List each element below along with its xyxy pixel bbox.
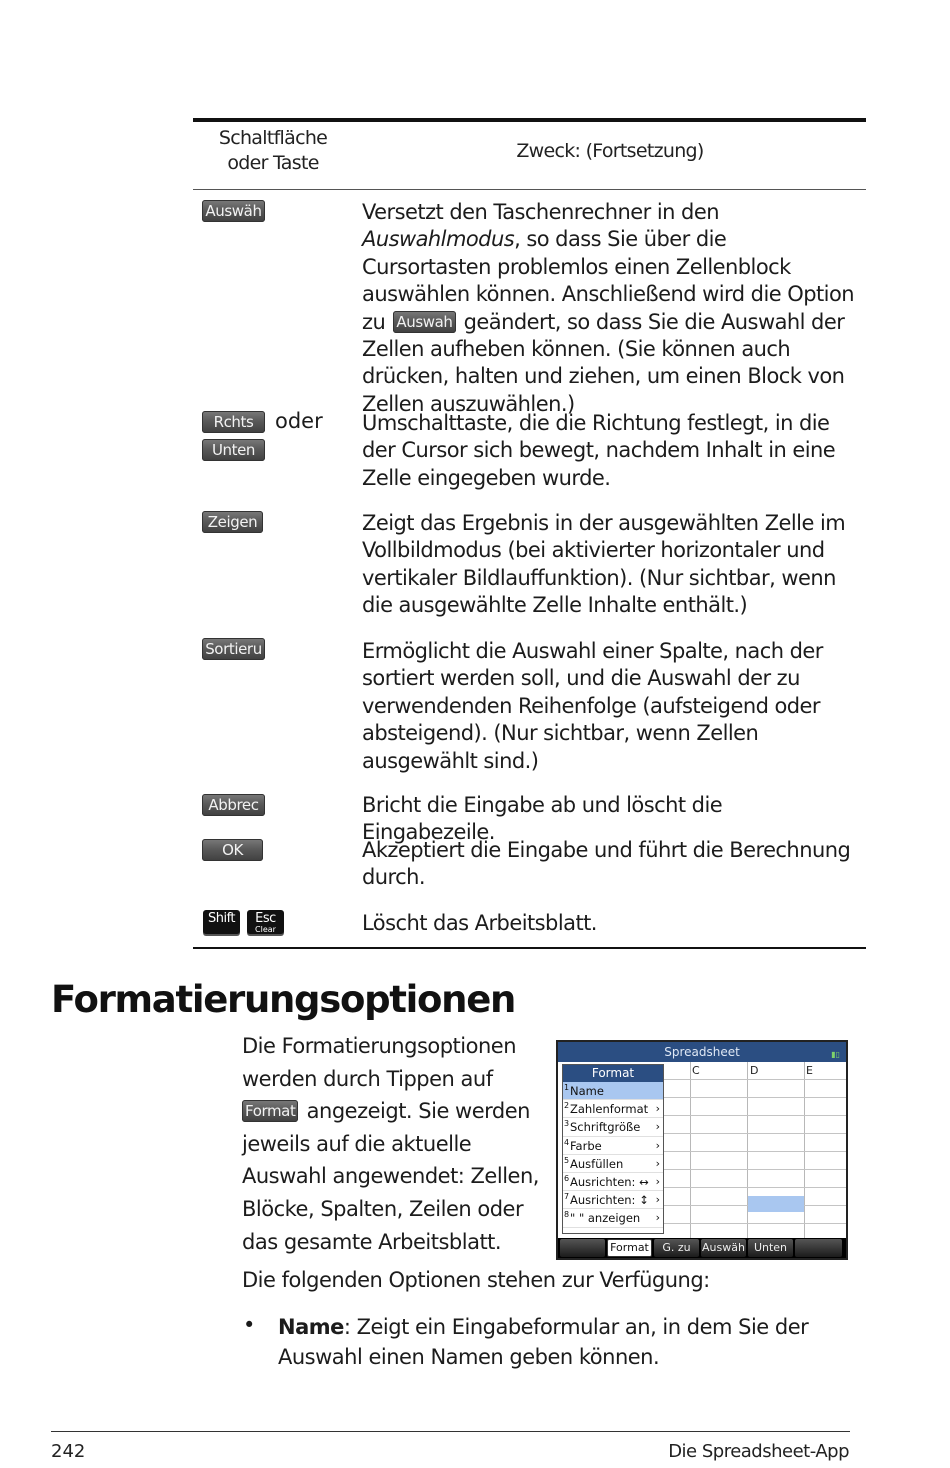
spreadsheet-screenshot: [556, 1040, 848, 1260]
column-header: E: [806, 1064, 813, 1077]
battery-icon: ▮▯: [831, 1050, 840, 1059]
softkey-format[interactable]: Format: [607, 1239, 652, 1257]
options-intro: Die folgenden Optionen stehen zur Verfügung:: [242, 1268, 710, 1292]
format-menu: [562, 1064, 664, 1234]
menu-item-ausrichten-h[interactable]: [563, 1173, 663, 1191]
chevron-right-icon: ›: [655, 1102, 660, 1116]
grid-line: [658, 1097, 846, 1098]
zeigen-softkey-image: Zeigen: [202, 511, 263, 533]
menu-item-ausfuellen[interactable]: [563, 1155, 663, 1173]
esc-key-sublabel: Clear: [255, 925, 276, 934]
key-connector: oder: [275, 409, 323, 433]
unten-softkey-image: Unten: [202, 439, 265, 461]
intro-text: Die Formatierungsoptionen werden durch Tippen auf: [242, 1034, 517, 1091]
table-row-desc: Löscht das Arbeitsblatt.: [362, 911, 597, 935]
desc-text: Versetzt den Taschenrechner in den: [362, 200, 719, 224]
bullet-term: Name: [278, 1315, 344, 1339]
menu-item-farbe[interactable]: [563, 1137, 663, 1155]
format-menu-title: Format: [563, 1065, 663, 1082]
menu-item-schriftgroesse[interactable]: [563, 1118, 663, 1136]
desc-text: , so dass Sie über die Cursortasten problemlos einen Zellenblock auswählen können. Anschließend wird die Option zu: [362, 227, 855, 334]
grid-line: [804, 1062, 805, 1238]
format-softkey-image: Format: [242, 1100, 298, 1122]
chevron-right-icon: ›: [655, 1138, 660, 1152]
table-row-desc: Ermöglicht die Auswahl einer Spalte, nach der sortiert werden soll, und die Auswahl der zu verwendenden Reihenfolge (aufsteigend oder absteigend). (Nur sichtbar, wenn Zellen ausgewählt sind.): [362, 639, 823, 773]
shift-key-image: [203, 910, 240, 934]
auswah-softkey-image: Auswah: [393, 311, 455, 333]
menu-item-number: 7: [564, 1192, 570, 1202]
grid-line: [658, 1187, 846, 1188]
chevron-right-icon: ›: [655, 1211, 660, 1225]
ok-softkey-image: OK: [202, 839, 263, 861]
footer-rule: [51, 1431, 850, 1432]
bullet-description: : Zeigt ein Eingabeformular an, in dem Sie der Auswahl einen Namen geben können.: [278, 1315, 809, 1369]
menu-item-number: 2: [564, 1101, 570, 1111]
footer-chapter-title: Die Spreadsheet-App: [668, 1441, 849, 1462]
screenshot-title-bar: [558, 1042, 846, 1062]
menu-item-zahlenformat[interactable]: [563, 1100, 663, 1118]
grid-line: [658, 1133, 846, 1134]
menu-item-number: 3: [564, 1119, 570, 1129]
softkey-auswaeh[interactable]: Auswäh: [701, 1239, 746, 1257]
bullet-marker: •: [243, 1313, 256, 1337]
section-heading: Formatierungsoptionen: [51, 978, 516, 1021]
esc-key-image: [247, 910, 284, 934]
column-header: D: [750, 1064, 759, 1077]
screenshot-title: Spreadsheet: [664, 1045, 740, 1059]
menu-item-label: Zahlenformat: [570, 1102, 649, 1117]
auswaeh-softkey-image: Auswäh: [202, 200, 265, 222]
desc-text: geändert, so dass Sie die Auswahl der Zellen aufheben können. (Sie können auch drücken, halten und ziehen, um einen Block von Zellen auszuwählen.): [362, 309, 845, 416]
softkey-goto[interactable]: G. zu: [654, 1239, 699, 1257]
table-bottom-rule: [193, 947, 866, 949]
table-row-desc: Umschalttaste, die die Richtung festlegt, in die der Cursor sich bewegt, nachdem Inhalt in eine Zelle eingegeben wurde.: [362, 411, 836, 490]
table-row-desc: Bricht die Eingabe ab und löscht die Eingabezeile.: [362, 793, 723, 845]
menu-item-ausrichten-v[interactable]: [563, 1191, 663, 1209]
menu-item-label: " " anzeigen: [570, 1211, 641, 1226]
bullet-item: [278, 1312, 838, 1372]
table-row-desc: [362, 199, 858, 418]
esc-key-label: Esc: [255, 911, 276, 926]
table-header-rule: [193, 189, 866, 190]
menu-item-number: 8: [564, 1210, 570, 1220]
menu-item-label: Schriftgröße: [570, 1120, 641, 1135]
menu-item-number: 1: [564, 1083, 570, 1092]
shift-key-label: Shift: [207, 911, 236, 926]
sortieru-softkey-image: Sortieru: [202, 638, 265, 660]
softkey-blank[interactable]: [560, 1239, 605, 1257]
menu-item-label: Ausrichten: ↔: [570, 1174, 649, 1189]
menu-item-label: Ausfüllen: [570, 1156, 624, 1171]
chevron-right-icon: ›: [655, 1120, 660, 1134]
page-number: 242: [51, 1441, 86, 1462]
abbrec-softkey-image: Abbrec: [202, 794, 265, 816]
grid-line: [658, 1079, 846, 1080]
softkey-unten[interactable]: Unten: [748, 1239, 793, 1257]
chevron-right-icon: ›: [655, 1156, 660, 1170]
table-header-key: Schaltfläche oder Taste: [218, 127, 328, 174]
grid-line: [658, 1169, 846, 1170]
grid-line: [690, 1062, 691, 1238]
menu-item-label: Farbe: [570, 1138, 602, 1153]
menu-item-number: 5: [564, 1155, 570, 1165]
grid-line: [658, 1115, 846, 1116]
column-header: C: [692, 1064, 700, 1077]
rchts-softkey-image: Rchts: [202, 411, 265, 433]
menu-item-number: 6: [564, 1173, 570, 1183]
menu-item-label: Name: [570, 1084, 604, 1098]
menu-item-anzeigen[interactable]: [563, 1209, 663, 1227]
intro-paragraph: [242, 1030, 542, 1258]
menu-item-label: Ausrichten: ↕: [570, 1193, 649, 1208]
table-row-desc: Akzeptiert die Eingabe und führt die Berechnung durch.: [362, 838, 851, 890]
table-row-desc: Zeigt das Ergebnis in der ausgewählten Zelle im Vollbildmodus (bei aktivierter horizontaler und vertikaler Bildlauffunktion). (Nur sichtbar, wenn die ausgewählte Zelle Inhalte enthält.): [362, 511, 846, 618]
chevron-right-icon: ›: [655, 1174, 660, 1188]
desc-emphasis: Auswahlmodus: [362, 227, 515, 252]
softkey-blank[interactable]: [795, 1239, 842, 1257]
menu-item-number: 4: [564, 1137, 570, 1147]
chevron-right-icon: ›: [655, 1193, 660, 1207]
grid-line: [658, 1223, 846, 1224]
table-header-purpose: Zweck: (Fortsetzung): [516, 140, 704, 162]
menu-item-name[interactable]: [563, 1082, 663, 1100]
table-top-rule: [193, 118, 866, 122]
selected-cell[interactable]: [748, 1196, 804, 1212]
grid-line: [658, 1151, 846, 1152]
softkey-bar: [558, 1238, 846, 1258]
intro-text: angezeigt. Sie werden jeweils auf die aktuelle Auswahl angewendet: Zellen, Blöcke, Spalten, Zeilen oder das gesamte Arbeitsblatt.: [242, 1099, 539, 1254]
